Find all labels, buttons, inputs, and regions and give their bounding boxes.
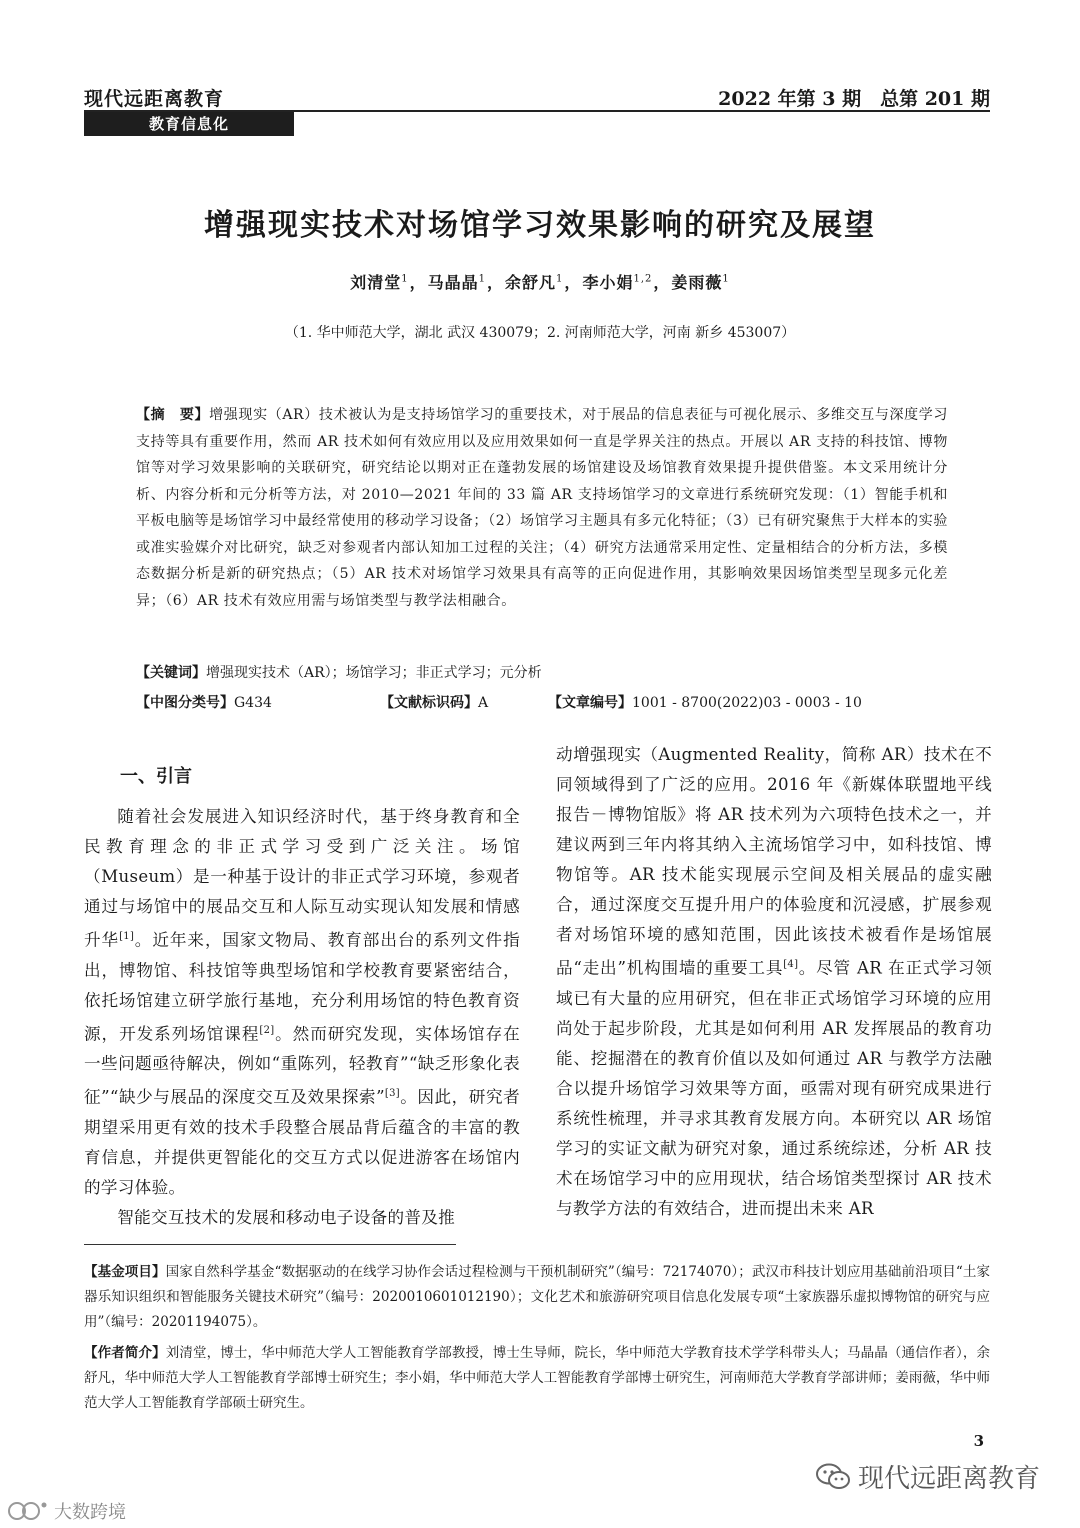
author-name: 余舒凡$^1$ <box>505 273 564 292</box>
section-label: 教育信息化 <box>84 112 294 136</box>
issue-info: 2022 年第 3 期 总第 201 期 <box>718 88 990 110</box>
author-note: 【作者简介】刘清堂，博士，华中师范大学人工智能教育学部教授，博士生导师，院长，华中师范大学教育技术学学科带头人；马晶晶（通信作者），余舒凡，华中师范大学人工智能教育学部博士研究生；李小娟，华中师范大学人工智能教育学部博士研究生，河南师范大学教育学部讲师；姜雨薇，华中师范大学人工智能教育学部硕士研究生。 <box>84 1345 990 1411</box>
fund-note: 【基金项目】国家自然科学基金“数据驱动的在线学习协作会话过程检测与干预机制研究”（编号：72174070）；武汉市科技计划应用基础前沿项目“土家器乐知识组织和智能服务关键技术研究”（编号：2020010601012190）；文化艺术和旅游研究项目信息化发展专项“土家族器乐虚拟博物馆的研究与应用”（编号：20201194075）。 <box>84 1264 991 1330</box>
document-code: 【文献标识码】A <box>380 695 489 711</box>
author-name: 马晶晶$^1$ <box>427 273 487 292</box>
journal-name: 现代远距离教育 <box>84 88 225 110</box>
footnote-rule <box>84 1244 456 1245</box>
page-number: 3 <box>973 1432 984 1450</box>
affiliations: （1. 华中师范大学，湖北 武汉 430079；2. 河南师范大学，河南 新乡 453007） <box>284 325 796 341</box>
bottom-watermark: 大数跨境 <box>6 1498 126 1524</box>
abstract <box>136 402 948 614</box>
article-number: 【文章编号】1001 - 8700(2022)03 - 0003 - 10 <box>548 695 862 711</box>
paragraph: 随着社会发展进入知识经济时代，基于终身教育和全民教育理念的非正式学习受到广泛关注。场馆（Museum）是一种基于设计的非正式学习环境，参观者通过与场馆中的展品交互和人际互动实现认知发展和情感升华[1]。近年来，国家文物局、教育部出台的系列文件指出，博物馆、科技馆等典型场馆和学校教育要紧密结合，依托场馆建立研学旅行基地，充分利用场馆的特色教育资源，开发系列场馆课程[2]。然而研究发现，实体场馆存在一些问题亟待解决，例如“重陈列，轻教育”“缺乏形象化表征”“缺少与展品的深度交互及效果探索”[3]。因此，研究者期望采用更有效的技术手段整合展品背后蕴含的丰富的教育信息，并提供更智能化的交互方式以促进游客在场馆内的学习体验。 <box>84 807 521 1197</box>
abstract-text: 增强现实（AR）技术被认为是支持场馆学习的重要技术，对于展品的信息表征与可视化展示、多维交互与深度学习支持等具有重要作用，然而 AR 技术如何有效应用以及应用效果如何一直是学界关注的热点。开展以 AR 支持的科技馆、博物馆等对学习效果影响的关联研究，研究结论以期对正在蓬勃发展的场馆建设及场馆教育效果提升提供借鉴。本文采用统计分析、内容分析和元分析等方法，对 2010—2021 年间的 33 篇 AR 支持场馆学习的文章进行系统研究发现：（1）智能手机和平板电脑等是场馆学习中最经常使用的移动学习设备；（2）场馆学习主题具有多元化特征；（3）已有研究聚焦于大样本的实验或准实验媒介对比研究，缺乏对参观者内部认知加工过程的关注；（4）研究方法通常采用定性、定量相结合的分析方法，多模态数据分析是新的研究热点；（5）AR 技术对场馆学习效果具有高等的正向促进作用，其影响效果因场馆类型呈现多元化差异；（6）AR 技术有效应用需与场馆类型与教学法相融合。 <box>136 407 949 609</box>
paragraph: 动增强现实（Augmented Reality，简称 AR）技术在不同领域得到了广泛的应用。2016 年《新媒体联盟地平线报告－博物馆版》将 AR 技术列为六项特色技术之一，并建议两到三年内将其纳入主流场馆学习中，如科技馆、博物馆等。AR 技术能实现展示空间及相关展品的虚实融合，通过深度交互提升用户的体验度和沉浸感，扩展参观者对场馆环境的感知范围，因此该技术被看作是场馆展品“走出”机构围墙的重要工具[4]。尽管 AR 在正式学习领域已有大量的应用研究，但在非正式场馆学习环境的应用尚处于起步阶段，尤其是如何利用 AR 发挥展品的教育功能、挖掘潜在的教育价值以及如何通过 AR 与教学方法融合以提升场馆学习效果等方面，亟需对现有研究成果进行系统性梳理，并寻求其教育发展方向。本研究以 AR 场馆学习的实证文献为研究对象，通过系统综述，分析 AR 技术在场馆学习中的应用现状，结合场馆类型探讨 AR 技术与教学方法的有效结合，进而提出未来 AR <box>556 745 993 1218</box>
footnotes <box>84 1260 990 1422</box>
citation-ref: [4] <box>783 959 799 970</box>
keywords-label: 【关键词】 <box>136 665 206 681</box>
paragraph: 智能交互技术的发展和移动电子设备的普及推 <box>117 1207 456 1227</box>
keywords <box>136 662 542 682</box>
citation-ref: [2] <box>259 1024 275 1036</box>
author-name: 姜雨薇$^1$ <box>671 273 730 292</box>
author-name: 刘清堂$^1$ <box>350 273 409 292</box>
watermark-logo-icon <box>6 1500 50 1522</box>
keywords-text: 增强现实技术（AR）；场馆学习；非正式学习；元分析 <box>206 665 542 681</box>
section-heading: 一、引言 <box>120 766 192 787</box>
author-name: 李小娟$^{1,2}$ <box>582 273 653 292</box>
wechat-watermark: 现代远距离教育 <box>816 1458 1040 1495</box>
body-column-left <box>84 802 520 1233</box>
citation-ref: [3] <box>384 1088 400 1100</box>
citation-ref: [1] <box>119 931 135 942</box>
wechat-icon <box>816 1463 850 1491</box>
page-title: 增强现实技术对场馆学习效果影响的研究及展望 <box>204 208 876 243</box>
body-column-right <box>556 740 992 1224</box>
author-list: 刘清堂$^1$，马晶晶$^1$，余舒凡$^1$，李小娟$^{1,2}$，姜雨薇$^1$ <box>350 273 730 292</box>
clc-number: 【中图分类号】G434 <box>136 695 272 711</box>
abstract-label: 【摘 要】 <box>136 407 210 423</box>
